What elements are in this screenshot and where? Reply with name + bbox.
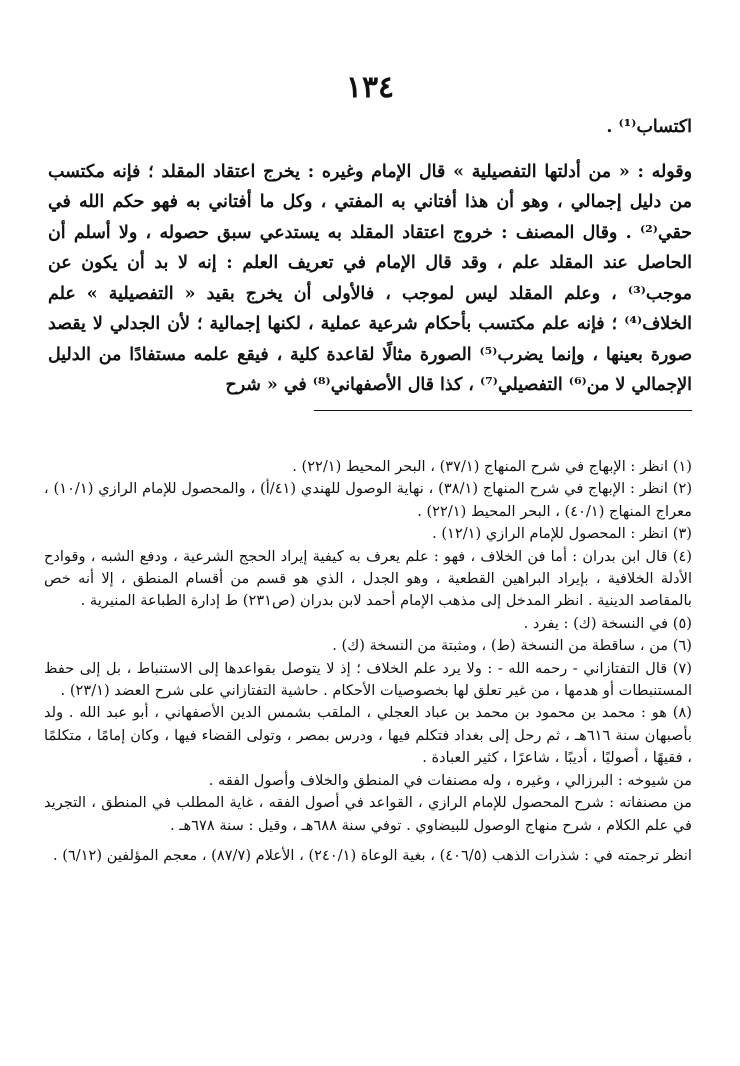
page-number: ١٣٤ (345, 70, 395, 105)
footnote-3: (٣) انظر : المحصول للإمام الرازي (١٢/١) . (432, 525, 692, 543)
footnote-2: (٢) انظر : الإبهاج في شرح المنهاج (٣٨/١) ، نهاية الوصول للهندي (٤١/أ) ، والمحصول للإمام الرازي (١٠/١) ، معراج المنهاج (٤٠/١) ، البحر المحيط (٢٢/١) . (44, 480, 693, 520)
footnote-4: (٤) قال ابن بدران : أما فن الخلاف ، فهو : علم يعرف به كيفية إيراد الحجج الشرعية ، ودفع الشبه ، وقوادح الأدلة الخلافية ، بإيراد البراهين القطعية ، وهو الجدل ، الذي هو قسم من أقسام المنطق ، إلا أنه خص بالمقاصد الدينية . انظر المدخل إلى مذهب الإمام أحمد لابن بدران (ص٢٣١) ط إدارة الطباعة المنيرية . (44, 547, 692, 610)
footnote-8-works: من مصنفاته : شرح المحصول للإمام الرازي ، القواعد في أصول الفقه ، غاية المطلب في المنطق ، التجريد في علم الكلام ، شرح منهاج الوصول للبيضاوي . توفي سنة ٦٨٨هـ ، وقيل : سنة ٦٧٨هـ . (44, 794, 692, 834)
footnote-5: (٥) في النسخة (ك) : يفرد . (523, 614, 692, 632)
footnote-8-sources: انظر ترجمته في : شذرات الذهب (٤٠٦/٥) ، بغية الوعاة (٢٤٠/١) ، الأعلام (٨٧/٧) ، معجم المؤلفين (٦/١٢) . (52, 846, 692, 864)
footnote-1: (١) انظر : الإبهاج في شرح المنهاج (٣٧/١) ، البحر المحيط (٢٢/١) . (292, 458, 692, 475)
main-text (48, 112, 692, 401)
footnote-spacer (44, 837, 692, 845)
footnote-6: (٦) من ، ساقطة من النسخة (ط) ، ومثبتة من النسخة (ك) . (332, 637, 692, 655)
main-paragraph: وقوله : « من أدلتها التفصيلية » قال الإمام وغيره : يخرج اعتقاد المقلد ؛ فإنه مكتسب من دليل إجمالي ، وهو أن هذا أفتاني به المفتي ، وكل ما أفتاني به فهو حكم الله في حقي⁽²⁾ . وقال المصنف : خروج اعتقاد المقلد به يستدعي سبق حصوله ، ولا أسلم أن الحاصل عند المقلد علم ، وقد قال الإمام في تعريف العلم : إنه لا بد أن يكون عن موجب⁽³⁾ ، وعلم المقلد ليس لموجب ، فالأولى أن يخرج بقيد « التفصيلية » علم الخلاف⁽⁴⁾ ؛ فإنه علم مكتسب بأحكام شرعية عملية ، لكنها إجمالية ؛ لأن الجدلي لا يقصد صورة بعينها ، وإنما يضرب⁽⁵⁾ الصورة مثالًا لقاعدة كلية ، فيقع علمه مستفادًا من الدليل الإجمالي لا من⁽⁶⁾ التفصيلي⁽⁷⁾ ، كذا قال الأصفهاني⁽⁸⁾ في « شرح (48, 161, 692, 395)
footnote-separator (314, 410, 692, 411)
main-first-line: اكتساب⁽¹⁾ . (606, 117, 692, 137)
footnote-8-teachers: من شيوخه : البرزالي ، وغيره ، وله مصنفات في المنطق والخلاف وأصول الفقه . (208, 771, 692, 789)
footnotes (44, 456, 692, 867)
footnote-7: (٧) قال التفتازاني - رحمه الله - : ولا يرد علم الخلاف ؛ إذ لا يتوصل بقواعدها إلى الاستنباط ، بل إلى حفظ المستنبطات أو هدمها ، من غير تعلق لها بخصوصيات الأحكام . حاشية التفتازاني على شرح العضد (٢٣/١) . (44, 659, 692, 700)
footnote-8: (٨) هو : محمد بن محمود بن محمد بن عباد العجلي ، الملقب بشمس الدين الأصفهاني ، أبو عبد الله . ولد بأصبهان سنة ٦١٦هـ ، ثم رحل إلى بغداد فتكلم فيها ، ودرس بمصر ، وتولى القضاء فيها ، وكان إمامًا ، متكلمًا ، فقيهًا ، أصوليًا ، أديبًا ، شاعرًا ، كثير العبادة . (44, 704, 692, 767)
